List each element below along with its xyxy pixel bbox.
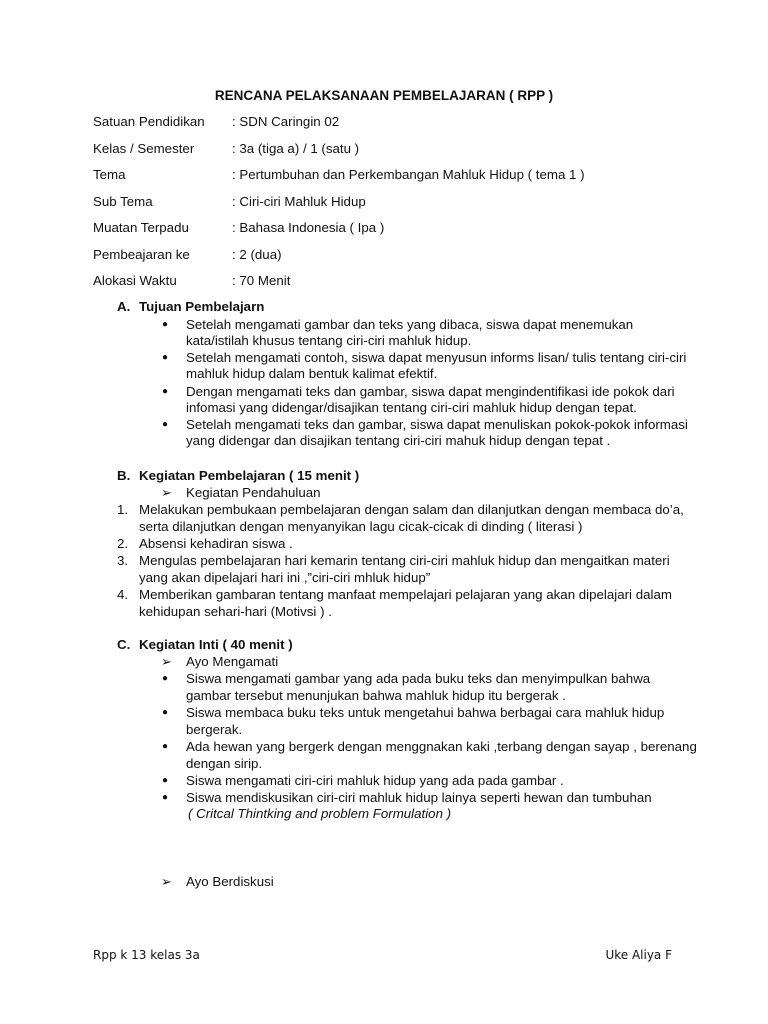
list-item-line: Setelah mengamati teks dan gambar, siswa dapat menuliskan pokok-pokok informasi: [186, 417, 688, 432]
subsection-title: Ayo Berdiskusi: [186, 874, 274, 889]
bullet-icon: ●: [162, 707, 169, 718]
section-title: Tujuan Pembelajarn: [139, 299, 265, 314]
list-item-line: Siswa mengamati gambar yang ada pada buku teks dan menyimpulkan bahwa: [186, 671, 651, 686]
info-label: Tema: [93, 167, 126, 182]
list-item-line: kehidupan sehari-hari (Motivsi ) .: [139, 604, 332, 619]
info-value: : 3a (tiga a) / 1 (satu ): [232, 141, 360, 156]
page-title: RENCANA PELAKSANAAN PEMBELAJARAN ( RPP ): [214, 88, 554, 103]
bullet-icon: ●: [162, 775, 169, 786]
section-title: Kegiatan Pembelajaran ( 15 menit ): [139, 468, 360, 483]
info-value: : Pertumbuhan dan Perkembangan Mahluk Hidup ( tema 1 ): [232, 167, 585, 182]
list-item-line: yang didengar dan disajikan tentang ciri-ciri mahuk hidup dengan tepat .: [186, 433, 611, 448]
arrow-bullet-icon: ➢: [161, 654, 172, 669]
list-item-line: Ada hewan yang bergerk dengan menggnakan kaki ,terbang dengan sayap , berenang: [186, 739, 697, 754]
list-item-line: Memberikan gambaran tentang manfaat mempelajari pelajaran yang akan dipelajari dalam: [139, 587, 672, 602]
list-item-line: Siswa mendiskusikan ciri-ciri mahluk hidup lainya seperti hewan dan tumbuhan: [186, 790, 652, 805]
info-value: : Bahasa Indonesia ( Ipa ): [232, 220, 385, 235]
list-item-line: Dengan mengamati teks dan gambar, siswa dapat mengindentifikasi ide pokok dari: [186, 384, 675, 399]
list-item-line: infomasi yang didengar/disajikan tentang ciri-ciri mahluk hidup dengan tepat.: [186, 400, 637, 415]
bullet-icon: ●: [162, 673, 169, 684]
list-item-line: Siswa mengamati ciri-ciri mahluk hidup yang ada pada gambar .: [186, 773, 564, 788]
list-item-line: bergerak.: [186, 722, 243, 737]
info-value: : SDN Caringin 02: [232, 114, 340, 129]
list-item-line: dengan sirip.: [186, 756, 263, 771]
list-item-line: Melakukan pembukaan pembelajaran dengan salam dan dilanjutkan dengan membaca do’a,: [139, 502, 684, 517]
list-item-line: kata/istilah khusus tentang ciri-ciri mahluk hidup.: [186, 333, 472, 348]
bullet-icon: ●: [162, 352, 169, 363]
bullet-icon: ●: [162, 386, 169, 397]
list-item-line: yang akan dipelajari hari ini ,”ciri-ciri mhluk hidup”: [139, 570, 431, 585]
info-value: : 70 Menit: [232, 273, 291, 288]
section-letter: B.: [117, 468, 131, 483]
footer-right: Uke Aliya F: [605, 948, 672, 962]
list-item-line: Mengulas pembelajaran hari kemarin tentang ciri-ciri mahluk hidup dan mengaitkan materi: [139, 553, 670, 568]
list-item-line: Setelah mengamati contoh, siswa dapat menyusun informs lisan/ tulis tentang ciri-ciri: [186, 350, 687, 365]
list-item-line: gambar tersebut menunjukan bahwa mahluk hidup itu bergerak .: [186, 688, 566, 703]
section-title: Kegiatan Inti ( 40 menit ): [139, 637, 293, 652]
list-item-line: serta dilanjutkan dengan menyanyikan lagu cicak-cicak di dinding ( literasi ): [139, 519, 583, 534]
list-number: 1.: [117, 502, 129, 517]
bullet-icon: ●: [162, 792, 169, 803]
subsection-title: Ayo Mengamati: [186, 654, 279, 669]
list-item-line: Absensi kehadiran siswa .: [139, 536, 293, 551]
skill-note: ( Critcal Thintking and problem Formulation ): [188, 806, 452, 821]
subsection-title: Kegiatan Pendahuluan: [186, 485, 321, 500]
info-label: Pembeajaran ke: [93, 247, 190, 262]
arrow-bullet-icon: ➢: [161, 485, 172, 500]
info-label: Muatan Terpadu: [93, 220, 189, 235]
section-letter: C.: [117, 637, 131, 652]
bullet-icon: ●: [162, 319, 169, 330]
bullet-icon: ●: [162, 741, 169, 752]
footer-left: Rpp k 13 kelas 3a: [93, 948, 200, 962]
info-label: Kelas / Semester: [93, 141, 195, 156]
info-label: Alokasi Waktu: [93, 273, 177, 288]
info-value: : Ciri-ciri Mahluk Hidup: [232, 194, 366, 209]
list-number: 3.: [117, 553, 129, 568]
info-label: Sub Tema: [93, 194, 153, 209]
bullet-icon: ●: [162, 419, 169, 430]
list-item-line: Siswa membaca buku teks untuk mengetahui bahwa berbagai cara mahluk hidup: [186, 705, 665, 720]
list-number: 4.: [117, 587, 129, 602]
arrow-bullet-icon: ➢: [161, 874, 172, 889]
info-value: : 2 (dua): [232, 247, 282, 262]
list-item-line: mahluk hidup dalam bentuk kalimat efektif.: [186, 366, 438, 381]
section-letter: A.: [117, 299, 131, 314]
info-label: Satuan Pendidikan: [93, 114, 205, 129]
list-number: 2.: [117, 536, 129, 551]
list-item-line: Setelah mengamati gambar dan teks yang dibaca, siswa dapat menemukan: [186, 317, 634, 332]
